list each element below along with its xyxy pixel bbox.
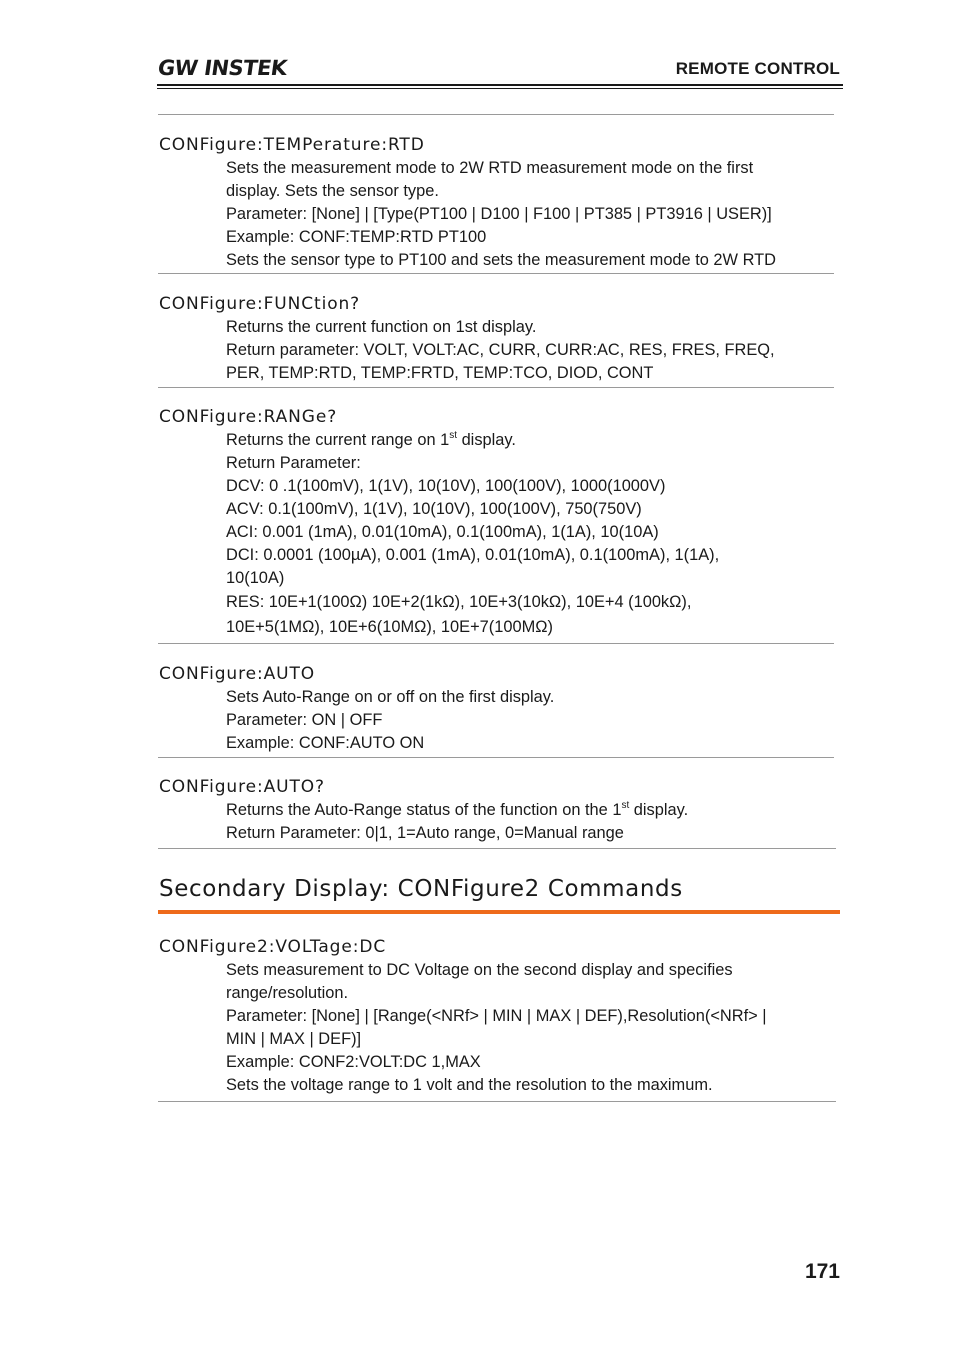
command-description [158, 799, 834, 845]
description-line: ACV: 0.1(100mV), 1(1V), 10(10V), 100(100V), 750(750V) [226, 500, 642, 518]
command-block-temp-rtd [158, 114, 834, 272]
section-header: REMOTE CONTROL [675, 59, 840, 78]
page-number: 171 [804, 1260, 840, 1283]
header-rule [157, 84, 843, 86]
description-line: Returns the Auto-Range status of the function on the 1st display. [226, 800, 689, 819]
section-title-underline [158, 910, 840, 914]
command-name: CONFigure:FUNCtion? [159, 294, 361, 314]
description-line: Sets Auto-Range on or off on the first display. [226, 688, 555, 706]
description-line: DCV: 0 .1(100mV), 1(1V), 10(10V), 100(100V), 1000(1000V) [226, 477, 666, 495]
command-name: CONFigure2:VOLTage:DC [159, 937, 387, 957]
description-line: ACI: 0.001 (1mA), 0.01(10mA), 0.1(100mA), 1(1A), 10(10A) [226, 523, 659, 541]
block-divider [158, 1101, 836, 1102]
block-divider [158, 848, 836, 849]
description-line: PER, TEMP:RTD, TEMP:FRTD, TEMP:TCO, DIOD, CONT [226, 364, 654, 382]
command-description [158, 157, 834, 272]
command-description [158, 429, 834, 640]
command-block-function-query [158, 273, 834, 385]
command-block-range-query [158, 387, 834, 640]
command-name: CONFigure:AUTO? [159, 777, 325, 797]
description-line: Example: CONF2:VOLT:DC 1,MAX [226, 1053, 481, 1071]
description-line: Parameter: [None] | [Range(<NRf> | MIN | MAX | DEF),Resolution(<NRf> | [226, 1007, 767, 1025]
gw-instek-logo: GW INSTEK [156, 56, 289, 80]
command-description [158, 316, 834, 385]
description-line: Example: CONF:AUTO ON [226, 734, 425, 752]
description-line: 10(10A) [226, 569, 285, 587]
description-line: range/resolution. [226, 984, 349, 1002]
command-block-auto-query [158, 757, 834, 845]
command-block-conf2-volt-dc [158, 926, 834, 1097]
description-line: Parameter: [None] | [Type(PT100 | D100 | F100 | PT385 | PT3916 | USER)] [226, 205, 772, 223]
description-line: Parameter: ON | OFF [226, 711, 383, 729]
command-description [158, 686, 834, 755]
description-line: MIN | MAX | DEF)] [226, 1030, 362, 1048]
description-line: Sets measurement to DC Voltage on the second display and specifies [226, 961, 733, 979]
description-line: Sets the sensor type to PT100 and sets the measurement mode to 2W RTD [226, 251, 776, 269]
header-rule-thin [157, 88, 843, 89]
command-name: CONFigure:TEMPerature:RTD [159, 135, 425, 155]
description-line: 10E+5(1MΩ), 10E+6(10MΩ), 10E+7(100MΩ) [226, 618, 553, 636]
description-line: display. Sets the sensor type. [226, 182, 439, 200]
command-name: CONFigure:RANGe? [159, 407, 338, 427]
description-line: Returns the current function on 1st display. [226, 318, 537, 336]
description-line: DCI: 0.0001 (100µA), 0.001 (1mA), 0.01(10mA), 0.1(100mA), 1(1A), [226, 546, 720, 564]
description-line: Return Parameter: [226, 454, 361, 472]
description-line: Return Parameter: 0|1, 1=Auto range, 0=Manual range [226, 824, 624, 842]
command-block-auto [158, 643, 834, 755]
section-title: Secondary Display: CONFigure2 Commands [159, 876, 683, 902]
command-description [158, 959, 834, 1097]
description-line: Returns the current range on 1st display. [226, 430, 516, 449]
description-line: RES: 10E+1(100Ω) 10E+2(1kΩ), 10E+3(10kΩ), 10E+4 (100kΩ), [226, 593, 692, 611]
description-line: Example: CONF:TEMP:RTD PT100 [226, 228, 487, 246]
description-line: Sets the voltage range to 1 volt and the resolution to the maximum. [226, 1076, 713, 1094]
description-line: Return parameter: VOLT, VOLT:AC, CURR, CURR:AC, RES, FRES, FREQ, [226, 341, 775, 359]
command-name: CONFigure:AUTO [159, 664, 316, 684]
description-line: Sets the measurement mode to 2W RTD measurement mode on the first [226, 159, 754, 177]
